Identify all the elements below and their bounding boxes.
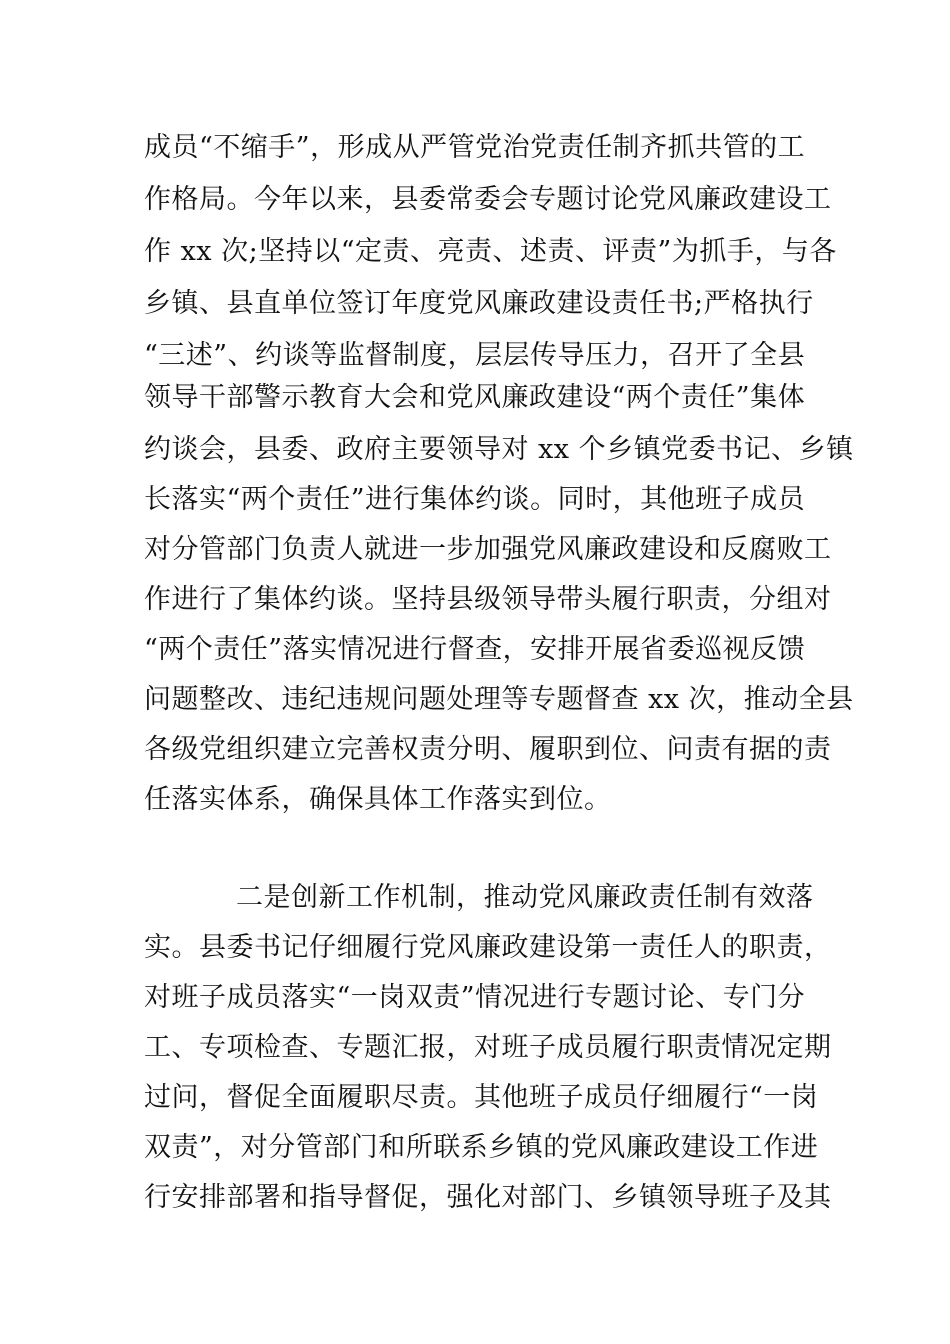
paragraph-line: 约谈会，县委、政府主要领导对 xx 个乡镇党委书记、乡镇 <box>144 434 854 465</box>
paragraph-line: 行安排部署和指导督促，强化对部门、乡镇领导班子及其 <box>144 1182 832 1213</box>
paragraph-line: 工、专项检查、专题汇报，对班子成员履行职责情况定期 <box>144 1032 832 1063</box>
paragraph-line: 成员“不缩手”，形成从严管党治党责任制齐抓共管的工 <box>144 132 806 163</box>
paragraph-line: 任落实体系，确保具体工作落实到位。 <box>144 784 612 815</box>
paragraph-line: 领导干部警示教育大会和党风廉政建设“两个责任”集体 <box>144 382 806 413</box>
paragraph-line: “两个责任”落实情况进行督查，安排开展省委巡视反馈 <box>144 634 806 665</box>
paragraph-line: 乡镇、县直单位签订年度党风廉政建设责任书;严格执行 <box>144 288 814 319</box>
paragraph-line: 双责”，对分管部门和所联系乡镇的党风廉政建设工作进 <box>144 1132 819 1163</box>
paragraph-line: 长落实“两个责任”进行集体约谈。同时，其他班子成员 <box>144 484 806 515</box>
paragraph-line: 作 xx 次;坚持以“定责、亮责、述责、评责”为抓手，与各 <box>144 236 837 267</box>
paragraph-line: 二是创新工作机制，推动党风廉政责任制有效落 <box>236 882 814 913</box>
paragraph-line: 各级党组织建立完善权责分明、履职到位、问责有据的责 <box>144 734 832 765</box>
paragraph-line: 作格局。今年以来，县委常委会专题讨论党风廉政建设工 <box>144 184 832 215</box>
paragraph-line: 问题整改、违纪违规问题处理等专题督查 xx 次，推动全县 <box>144 684 854 715</box>
paragraph-line: “三述”、约谈等监督制度，层层传导压力，召开了全县 <box>144 340 806 371</box>
paragraph-line: 实。县委书记仔细履行党风廉政建设第一责任人的职责， <box>144 932 832 963</box>
paragraph-line: 作进行了集体约谈。坚持县级领导带头履行职责，分组对 <box>144 584 832 615</box>
paragraph-line: 对班子成员落实“一岗双责”情况进行专题讨论、专门分 <box>144 982 806 1013</box>
paragraph-line: 过问，督促全面履职尽责。其他班子成员仔细履行“一岗 <box>144 1082 819 1113</box>
paragraph-line: 对分管部门负责人就进一步加强党风廉政建设和反腐败工 <box>144 534 832 565</box>
